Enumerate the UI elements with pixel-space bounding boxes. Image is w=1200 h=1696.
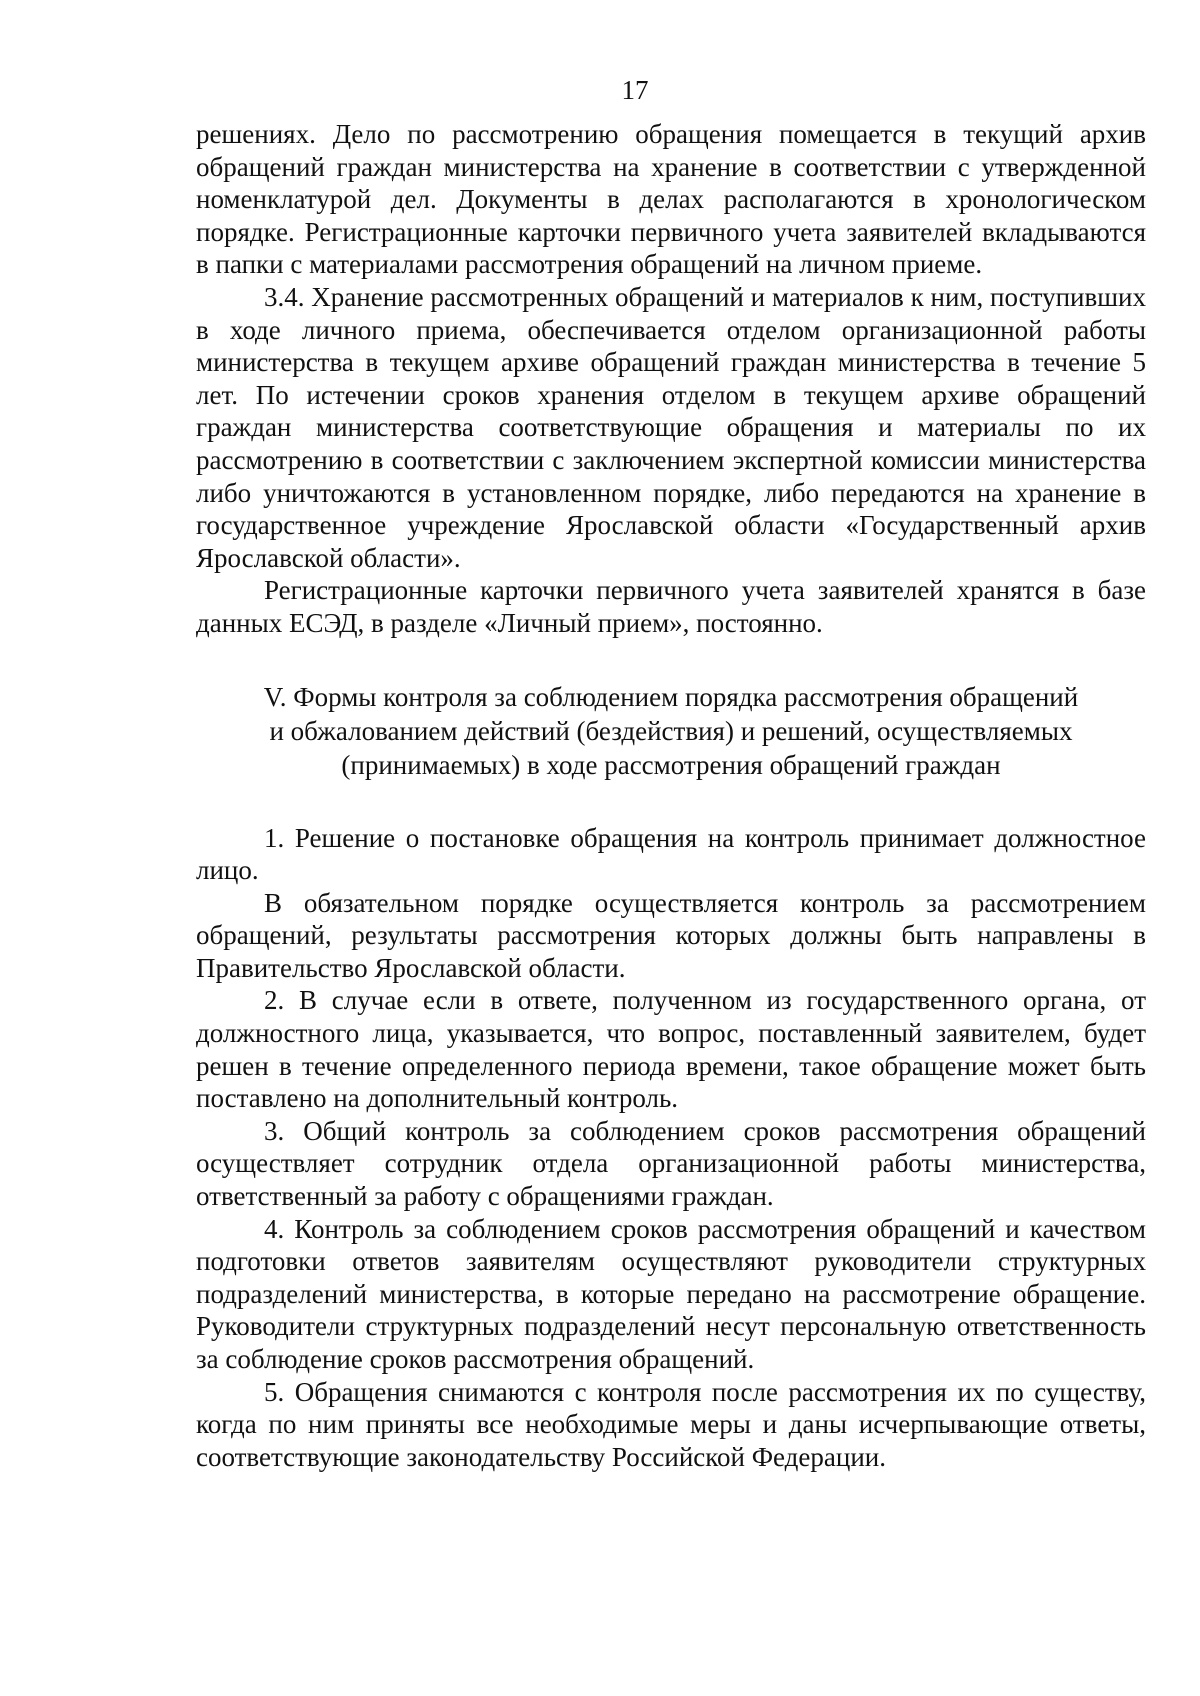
paragraph-v-4: 4. Контроль за соблюдением сроков рассмотрения обращений и качеством подготовки ответов заявителям осуществляют руководители структурных подразделений министерства, в которые передано на рассмотрение обращение. Руководители структурных подразделений несут персональную ответственность за соблюдение сроков рассмотрения обращений.: [196, 1213, 1146, 1374]
section-v-heading-line-1: V. Формы контроля за соблюдением порядка рассмотрения обращений: [263, 681, 1079, 712]
paragraph-v-3: 3. Общий контроль за соблюдением сроков рассмотрения обращений осуществляет сотрудник отдела организационной работы министерства, ответственный за работу с обращениями граждан.: [196, 1115, 1146, 1212]
section-v-heading: [196, 680, 1146, 782]
paragraph-archive-continuation: решениях. Дело по рассмотрению обращения помещается в текущий архив обращений граждан министерства на хранение в соответствии с утвержденной номенклатурой дел. Документы в делах располагаются в хронологическом порядке. Регистрационные карточки первичного учета заявителей вкладываются в папки с материалами рассмотрения обращений на личном приеме.: [196, 119, 1146, 280]
paragraph-v-1-mandatory-control: В обязательном порядке осуществляется контроль за рассмотрением обращений, результаты рассмотрения которых должны быть направлены в Правительство Ярославской области.: [196, 887, 1146, 983]
paragraph-v-1: 1. Решение о постановке обращения на контроль принимает должностное лицо.: [196, 822, 1146, 886]
section-v-heading-line-2: и обжалованием действий (бездействия) и решений, осуществляемых: [269, 715, 1073, 746]
page-number: 17: [621, 75, 649, 105]
paragraph-registration-cards: Регистрационные карточки первичного учета заявителей хранятся в базе данных ЕСЭД, в разделе «Личный прием», постоянно.: [196, 575, 1146, 638]
paragraph-3-4-storage: 3.4. Хранение рассмотренных обращений и материалов к ним, поступивших в ходе личного приема, обеспечивается отделом организационной работы министерства в текущем архиве обращений граждан министерства в течение 5 лет. По истечении сроков хранения отделом в текущем архиве обращений граждан министерства соответствующие обращения и материалы по их рассмотрению в соответствии с заключением экспертной комиссии министерства либо уничтожаются в установленном порядке, либо передаются на хранение в государственное учреждение Ярославской области «Государственный архив Ярославской области».: [196, 281, 1146, 573]
paragraph-v-5: 5. Обращения снимаются с контроля после рассмотрения их по существу, когда по ним приняты все необходимые меры и даны исчерпывающие ответы, соответствующие законодательству Российской Федерации.: [196, 1376, 1146, 1472]
section-v-heading-line-3: (принимаемых) в ходе рассмотрения обращений граждан: [341, 749, 1001, 780]
paragraph-v-2: 2. В случае если в ответе, полученном из государственного органа, от должностного лица, указывается, что вопрос, поставленный заявителем, будет решен в течение определенного периода времени, такое обращение может быть поставлено на дополнительный контроль.: [196, 985, 1146, 1114]
document-body: [196, 118, 1146, 1473]
